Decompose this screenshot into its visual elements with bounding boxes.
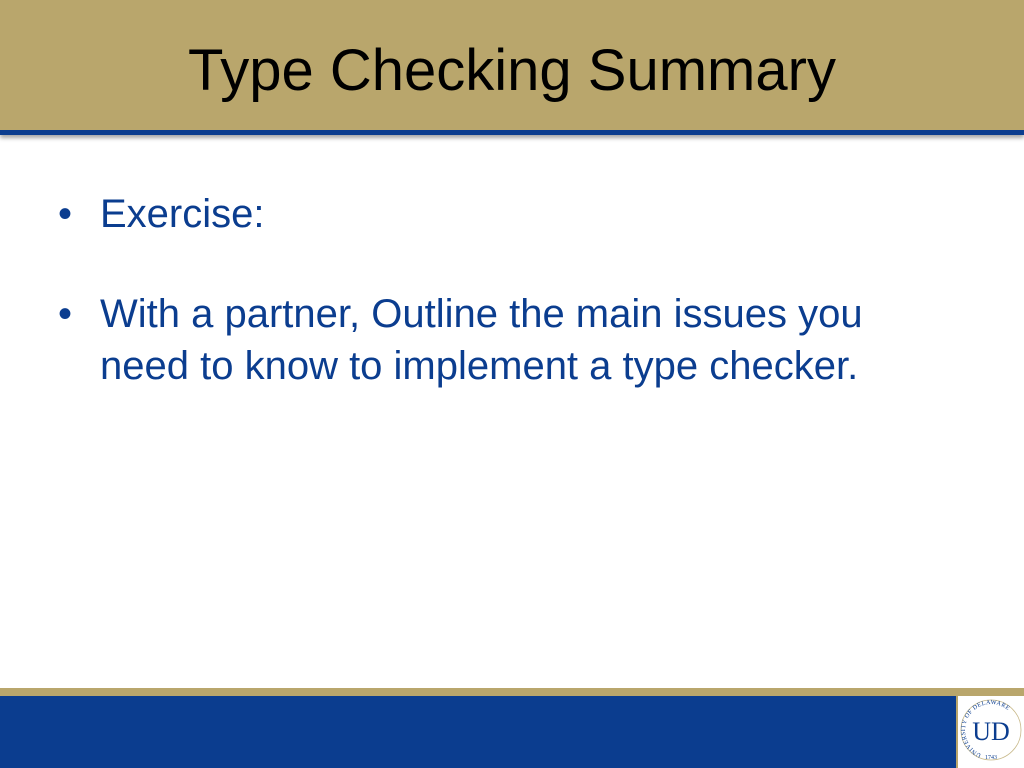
bullet-item-exercise (58, 188, 958, 240)
footer-bar (0, 696, 1024, 768)
title-bar (0, 0, 1024, 135)
university-of-delaware-seal-icon (958, 696, 1024, 768)
logo-year: 1743 (985, 755, 997, 761)
bullet-marker: • (58, 292, 73, 336)
logo-monogram: UD (972, 717, 1010, 746)
university-logo (956, 696, 1024, 768)
slide-body (58, 188, 958, 392)
bullet-item-partner (58, 288, 958, 392)
bullet-text: With a partner, Outline the main issues you need to know to implement a type checker. (100, 292, 863, 388)
bullet-marker: • (58, 192, 73, 236)
footer-gold-stripe (0, 688, 1024, 696)
slide-title: Type Checking Summary (188, 38, 836, 103)
logo-ring-text: UNIVERSITY OF DELAWARE (959, 698, 1012, 759)
bullet-text: Exercise: (100, 192, 265, 236)
